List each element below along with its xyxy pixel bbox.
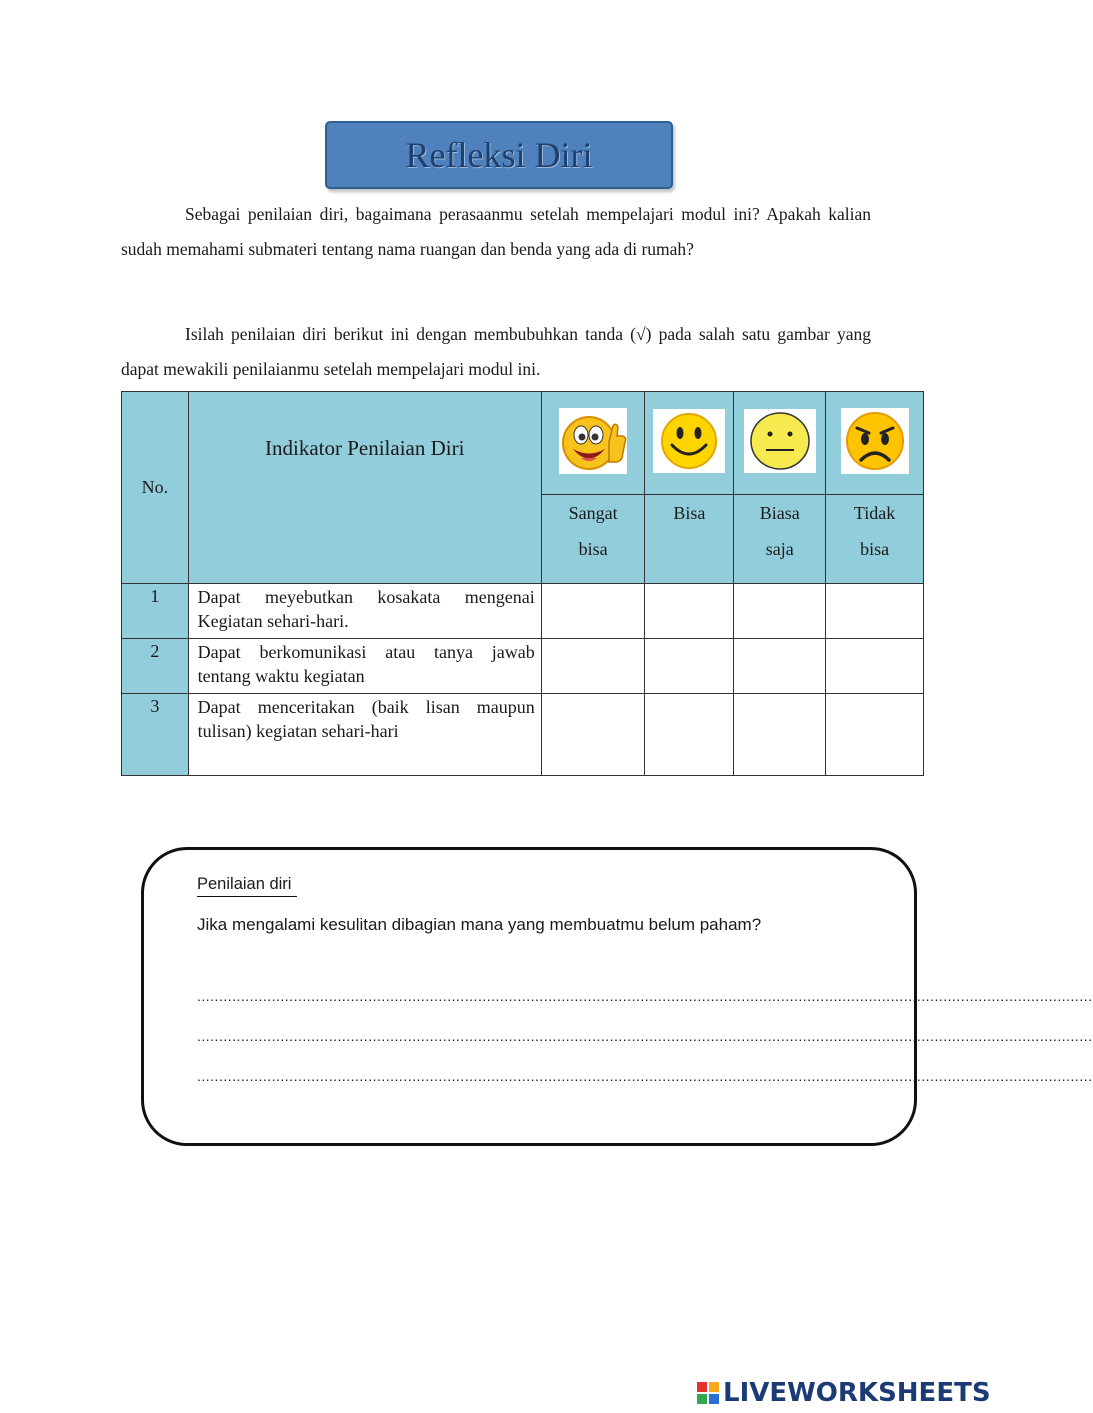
answer-cell-not-able[interactable] — [826, 639, 924, 694]
answer-cell-good[interactable] — [645, 694, 734, 776]
title-banner — [325, 121, 673, 189]
answer-cell-very-good[interactable] — [541, 694, 645, 776]
reflection-box — [141, 847, 1093, 1146]
column-label-line2: saja — [765, 539, 794, 559]
self-assessment-table — [121, 391, 924, 776]
reflection-question: Jika mengalami kesulitan dibagian mana yang membuatmu belum paham? — [197, 915, 762, 934]
page-title: Refleksi Diri — [405, 135, 593, 175]
answer-line-1[interactable]: ............................................................................................................................................................................................................ — [197, 988, 1093, 1004]
column-label-line1: Tidak — [853, 503, 896, 523]
answer-cell-very-good[interactable] — [541, 584, 645, 639]
answer-line-3[interactable]: ............................................................................................................................................................................................................ — [197, 1068, 1093, 1084]
answer-cell-not-able[interactable] — [826, 694, 924, 776]
column-label-good — [645, 495, 734, 584]
liveworksheets-brand — [697, 1375, 991, 1411]
reflection-title: Penilaian diri — [197, 875, 297, 897]
column-label-line1: Bisa — [673, 503, 706, 523]
intro-paragraph-2 — [121, 317, 871, 387]
thumbs-up-smiley-icon — [559, 408, 627, 474]
column-label-line1: Biasa — [759, 503, 800, 523]
header-indicator: Indikator Penilaian Diri — [188, 392, 541, 584]
answer-cell-good[interactable] — [645, 639, 734, 694]
liveworksheets-logo-icon — [697, 1382, 719, 1404]
answer-cell-good[interactable] — [645, 584, 734, 639]
answer-cell-very-good[interactable] — [541, 639, 645, 694]
row-number: 2 — [122, 639, 189, 694]
frown-face-icon — [841, 408, 909, 474]
brand-text: LIVEWORKSHEETS — [723, 1378, 991, 1408]
row-indicator: Dapat menceritakan (baik lisan maupun tulisan) kegiatan sehari-hari — [188, 694, 541, 776]
face-cell-neutral — [734, 392, 826, 495]
answer-cell-neutral[interactable] — [734, 694, 826, 776]
column-label-neutral — [734, 495, 826, 584]
row-number: 3 — [122, 694, 189, 776]
column-label-line2: bisa — [578, 539, 608, 559]
answer-cell-neutral[interactable] — [734, 584, 826, 639]
face-cell-not-able — [826, 392, 924, 495]
answer-cell-not-able[interactable] — [826, 584, 924, 639]
face-cell-good — [645, 392, 734, 495]
column-label-line1: Sangat — [568, 503, 618, 523]
column-label-very-good — [541, 495, 645, 584]
header-no: No. — [122, 392, 189, 584]
answer-line-2[interactable]: ............................................................................................................................................................................................................ — [197, 1028, 1093, 1044]
row-indicator: Dapat berkomunikasi atau tanya jawab tentang waktu kegiatan — [188, 639, 541, 694]
smiley-face-icon — [653, 409, 725, 473]
table-row — [122, 584, 924, 639]
intro-paragraph-2-text: Isilah penilaian diri berikut ini dengan membubuhkan tanda (√) pada salah satu gambar yang dapat mewakili penilaianmu setelah mempelajari modul ini. — [121, 324, 871, 379]
neutral-face-icon — [744, 409, 816, 473]
intro-paragraph-1 — [121, 197, 871, 267]
intro-paragraph-1-text: Sebagai penilaian diri, bagaimana perasaanmu setelah mempelajari modul ini? Apakah kalian sudah memahami submateri tentang nama ruangan dan benda yang ada di rumah? — [121, 204, 871, 259]
table-row — [122, 694, 924, 776]
row-indicator: Dapat meyebutkan kosakata mengenai Kegiatan sehari-hari. — [188, 584, 541, 639]
answer-cell-neutral[interactable] — [734, 639, 826, 694]
column-label-line2: bisa — [860, 539, 890, 559]
table-row — [122, 639, 924, 694]
face-cell-very-good — [541, 392, 645, 495]
column-label-not-able — [826, 495, 924, 584]
row-number: 1 — [122, 584, 189, 639]
